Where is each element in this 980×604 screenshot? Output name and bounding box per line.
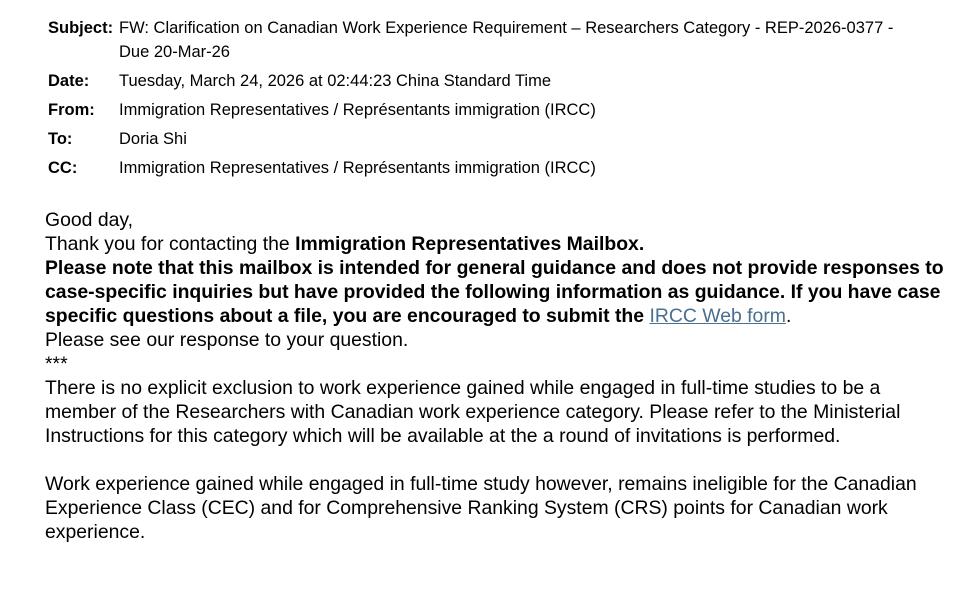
mailbox-name: Immigration Representatives Mailbox. [295, 233, 645, 255]
to-value: Doria Shi [119, 130, 187, 148]
thanks-prefix: Thank you for contacting the [45, 233, 296, 255]
to-label: To: [48, 130, 73, 148]
thanks-line [45, 232, 950, 256]
from-row [48, 98, 948, 122]
paragraph-gap [45, 448, 950, 472]
from-label: From: [48, 101, 95, 119]
email-header [48, 16, 948, 185]
response-paragraph-1: There is no explicit exclusion to work experience gained while engaged in full-time studies to be a member of the Researchers with Canadian work experience category. Please refer to the Ministerial Instructions for this category which will be available at the a round of invitations is performed. [45, 377, 901, 447]
see-response-line: Please see our response to your question. [45, 329, 409, 351]
to-row [48, 127, 948, 151]
response-paragraph-2: Work experience gained while engaged in full-time study however, remains ineligible for the Canadian Experience Class (CEC) and for Comprehensive Ranking System (CRS) points for Canadian work experience. [45, 473, 917, 543]
cc-label: CC: [48, 159, 78, 177]
date-value: Tuesday, March 24, 2026 at 02:44:23 China Standard Time [119, 72, 552, 90]
email-body [45, 208, 950, 544]
cc-row [48, 156, 948, 180]
notice-paragraph [45, 256, 950, 328]
greeting: Good day, [45, 209, 134, 231]
notice-text: Please note that this mailbox is intended for general guidance and does not provide responses to case-specific inquiries but have provided the following information as guidance. If you have case specific questions about a file, you are encouraged to submit the [45, 257, 944, 327]
subject-row [48, 16, 948, 64]
ircc-web-form-link[interactable]: IRCC Web form [649, 305, 786, 327]
subject-label: Subject: [48, 19, 114, 37]
subject-value: FW: Clarification on Canadian Work Experience Requirement – Researchers Category - REP-2026-0377 - Due 20-Mar-26 [119, 19, 894, 61]
notice-end: . [785, 305, 792, 327]
cc-value: Immigration Representatives / Représentants immigration (IRCC) [119, 159, 596, 177]
separator: *** [45, 353, 68, 375]
date-label: Date: [48, 72, 90, 90]
from-value: Immigration Representatives / Représentants immigration (IRCC) [119, 101, 596, 119]
date-row [48, 69, 948, 93]
